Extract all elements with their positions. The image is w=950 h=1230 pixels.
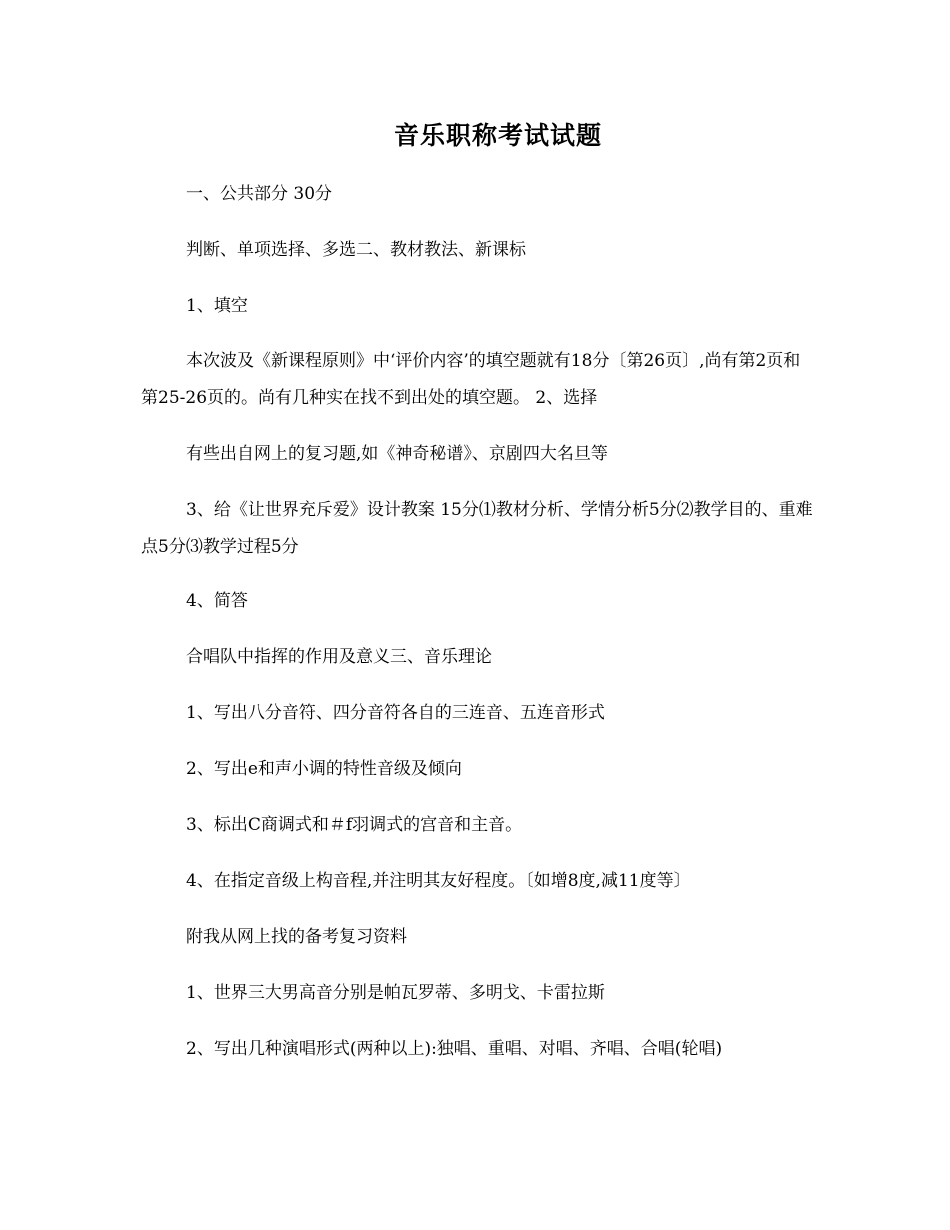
paragraph-question-types: 判断、单项选择、多选二、教材教法、新课标 <box>186 240 526 260</box>
paragraph-theory-2: 2、写出e和声小调的特性音级及倾向 <box>186 759 462 779</box>
paragraph-review-2: 2、写出几种演唱形式(两种以上):独唱、重唱、对唱、齐唱、合唱(轮唱) <box>186 1039 723 1059</box>
paragraph-fill-blank: 1、填空 <box>186 296 248 316</box>
paragraph-theory-1: 1、写出八分音符、四分音符各自的三连音、五连音形式 <box>186 703 605 723</box>
document-title: 音乐职称考试试题 <box>393 121 602 150</box>
paragraph-review-intro: 附我从网上找的备考复习资料 <box>186 927 407 947</box>
paragraph-theory-4: 4、在指定音级上构音程,并注明其友好程度。〔如增8度,减11度等〕 <box>186 871 691 891</box>
paragraph-lesson-plan: 3、给《让世界充斥爱》设计教案 15分⑴教材分析、学情分析5分⑵教学目的、重难点5分⑶教学过程5分 <box>141 500 813 557</box>
paragraph-short-answer: 4、简答 <box>186 591 248 611</box>
paragraph-public-section: 一、公共部分 30分 <box>186 184 333 204</box>
paragraph-choice-detail: 有些出自网上的复习题,如《神奇秘谱》、京剧四大名旦等 <box>186 444 608 464</box>
paragraph-conductor: 合唱队中指挥的作用及意义三、音乐理论 <box>186 647 492 667</box>
paragraph-theory-3: 3、标出C商调式和＃f羽调式的宫音和主音。 <box>186 815 523 835</box>
paragraph-review-1: 1、世界三大男高音分别是帕瓦罗蒂、多明戈、卡雷拉斯 <box>186 983 605 1003</box>
paragraph-fill-blank-detail: 本次波及《新课程原则》中‘评价内容’的填空题就有18分〔第26页〕,尚有第2页和第25-26页的。尚有几种实在找不到出处的填空题。 2、选择 <box>141 351 801 408</box>
